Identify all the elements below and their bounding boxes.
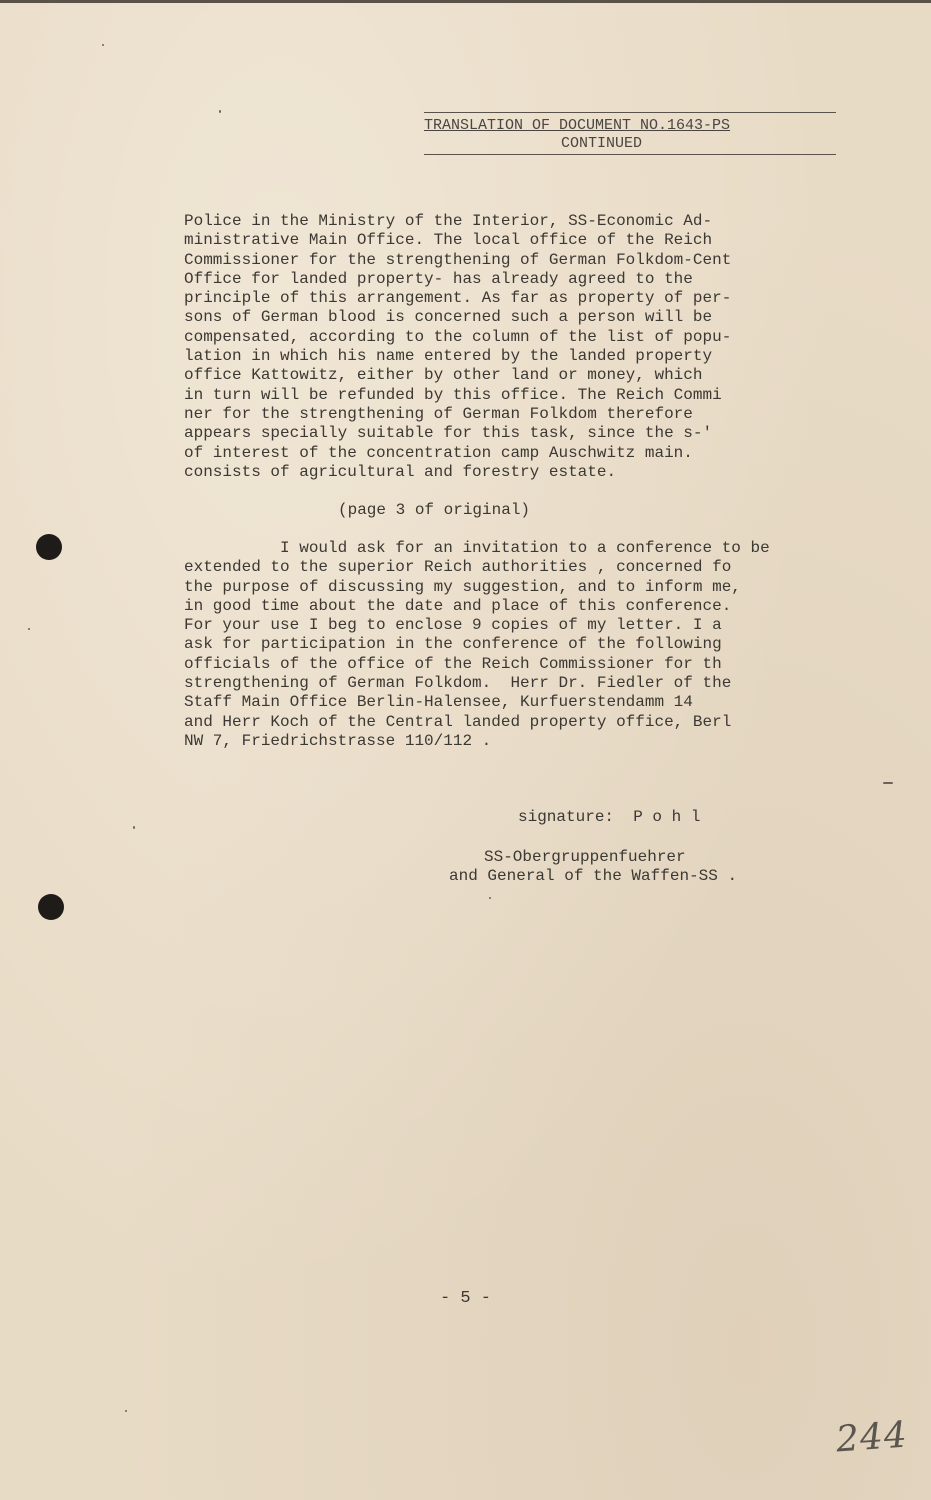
paragraph-line: Police in the Ministry of the Interior, SS-Economic Ad- [184, 212, 713, 230]
paragraph-line: Office for landed property- has already agreed to the [184, 269, 693, 288]
paragraph-line: appears specially suitable for this task, since the s-' [184, 424, 713, 443]
header-title: TRANSLATION OF DOCUMENT NO.1643-PS [424, 117, 731, 134]
page-note: (page 3 of original) [338, 501, 531, 519]
paper-speck [125, 1410, 127, 1412]
paper-speck [28, 628, 30, 630]
paragraph-line: principle of this arrangement. As far as property of per- [184, 289, 732, 308]
page-number: - 5 - [440, 1289, 492, 1308]
paragraph-line: in turn will be refunded by this office. The Reich Commi [184, 385, 722, 404]
paragraph-line: of interest of the concentration camp Auschwitz main. [184, 443, 693, 462]
punch-hole-icon [36, 534, 62, 560]
paper-speck [102, 44, 104, 46]
rank-line-1: SS-Obergruppenfuehrer [484, 848, 686, 866]
paragraph-line: officials of the office of the Reich Commissioner for th [184, 654, 722, 673]
header-subtitle: CONTINUED [561, 135, 643, 152]
paragraph-line: ask for participation in the conference of the following [184, 635, 722, 654]
header-rule-bottom [424, 154, 836, 155]
paragraph-line: sons of German blood is concerned such a person will be [184, 308, 713, 327]
punch-hole-icon [38, 894, 64, 920]
header-rule-top [424, 112, 836, 113]
signature-line: signature: P o h l [518, 808, 701, 826]
paragraph-line: I would ask for an invitation to a conference to be [184, 539, 770, 557]
paragraph-line: lation in which his name entered by the landed property [184, 347, 713, 366]
paragraph-line: in good time about the date and place of this conference. [184, 596, 732, 615]
paragraph-line: office Kattowitz, either by other land or money, which [184, 366, 703, 385]
paragraph-2 [184, 539, 844, 751]
paper-speck [489, 897, 491, 899]
paragraph-line: Commissioner for the strengthening of German Folkdom-Cent [184, 250, 732, 269]
paragraph-line: and Herr Koch of the Central landed property office, Berl [184, 712, 732, 731]
paragraph-line: compensated, according to the column of the list of popu- [184, 327, 732, 346]
paper-speck [133, 826, 135, 829]
paragraph-line: the purpose of discussing my suggestion, and to inform me, [184, 577, 741, 596]
paper-speck [883, 782, 893, 784]
paragraph-line: Staff Main Office Berlin-Halensee, Kurfuerstendamm 14 [184, 693, 693, 712]
paragraph-1 [184, 212, 844, 482]
paragraph-line: For your use I beg to enclose 9 copies of my letter. I a [184, 616, 722, 635]
paragraph-line: NW 7, Friedrichstrasse 110/112 . [184, 731, 492, 750]
paragraph-line: extended to the superior Reich authorities , concerned fo [184, 558, 732, 577]
paragraph-line: consists of agricultural and forestry estate. [184, 462, 617, 481]
handwritten-number: 244 [834, 1414, 910, 1461]
paragraph-line: ministrative Main Office. The local office of the Reich [184, 231, 713, 250]
paragraph-line: strengthening of German Folkdom. Herr Dr. Fiedler of the [184, 674, 732, 693]
top-edge-line [0, 0, 931, 3]
paper-speck [219, 110, 221, 113]
rank-line-2: and General of the Waffen-SS . [449, 867, 738, 885]
paragraph-line: ner for the strengthening of German Folkdom therefore [184, 404, 693, 423]
